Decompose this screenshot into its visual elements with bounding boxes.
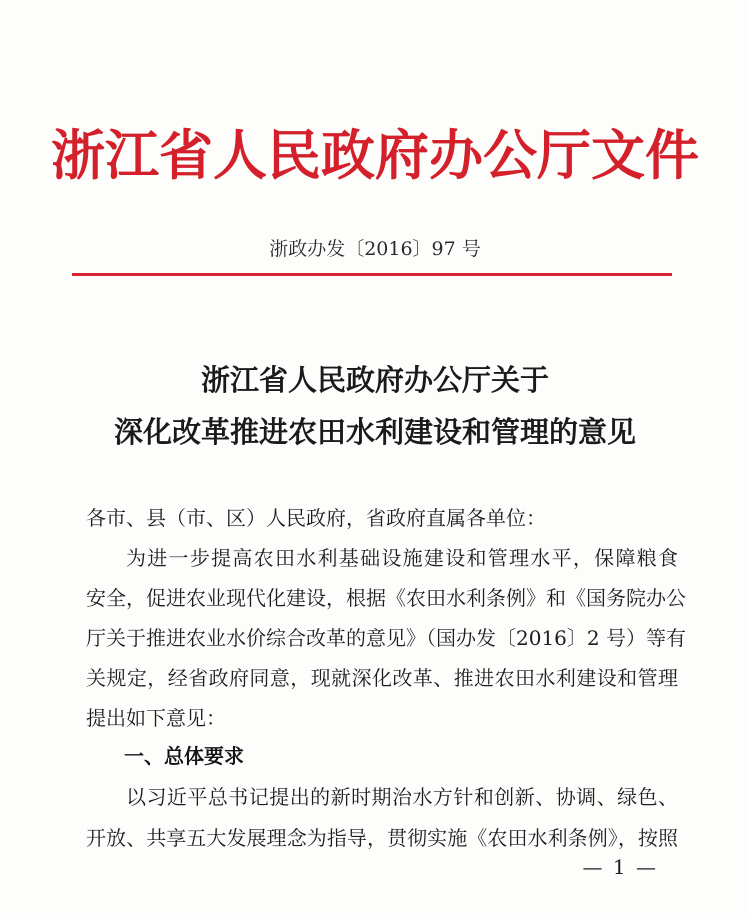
paragraph-2-line-2: 开放、共享五大发展理念为指导，贯彻实施《农田水利条例》，按照 (86, 826, 678, 850)
red-divider-line (72, 273, 672, 276)
document-number: 浙政办发〔2016〕97 号 (269, 238, 481, 260)
document-title-line-2: 深化改革推进农田水利建设和管理的意见 (113, 415, 636, 449)
paragraph-1-line-1: 为进一步提高农田水利基础设施建设和管理水平，保障粮食 (126, 546, 678, 570)
document-header-title: 浙江省人民政府办公厅文件 (51, 123, 699, 187)
document-title-line-1: 浙江省人民政府办公厅关于 (200, 363, 549, 397)
page-number: — 1 — (582, 855, 658, 879)
addressee-line: 各市、县（市、区）人民政府，省政府直属各单位： (86, 506, 546, 530)
paragraph-2-line-1: 以习近平总书记提出的新时期治水方针和创新、协调、绿色、 (126, 785, 678, 809)
paragraph-1-line-2: 安全，促进农业现代化建设，根据《农田水利条例》和《国务院办公 (86, 586, 686, 610)
paragraph-1-line-5: 提出如下意见： (86, 706, 226, 730)
paragraph-1-line-3: 厅关于推进农业水价综合改革的意见》（国办发〔2016〕2 号）等有 (86, 626, 686, 650)
section-heading-general-requirements: 一、总体要求 (124, 744, 244, 768)
paragraph-1-line-4: 关规定，经省政府同意，现就深化改革、推进农田水利建设和管理 (86, 666, 678, 690)
